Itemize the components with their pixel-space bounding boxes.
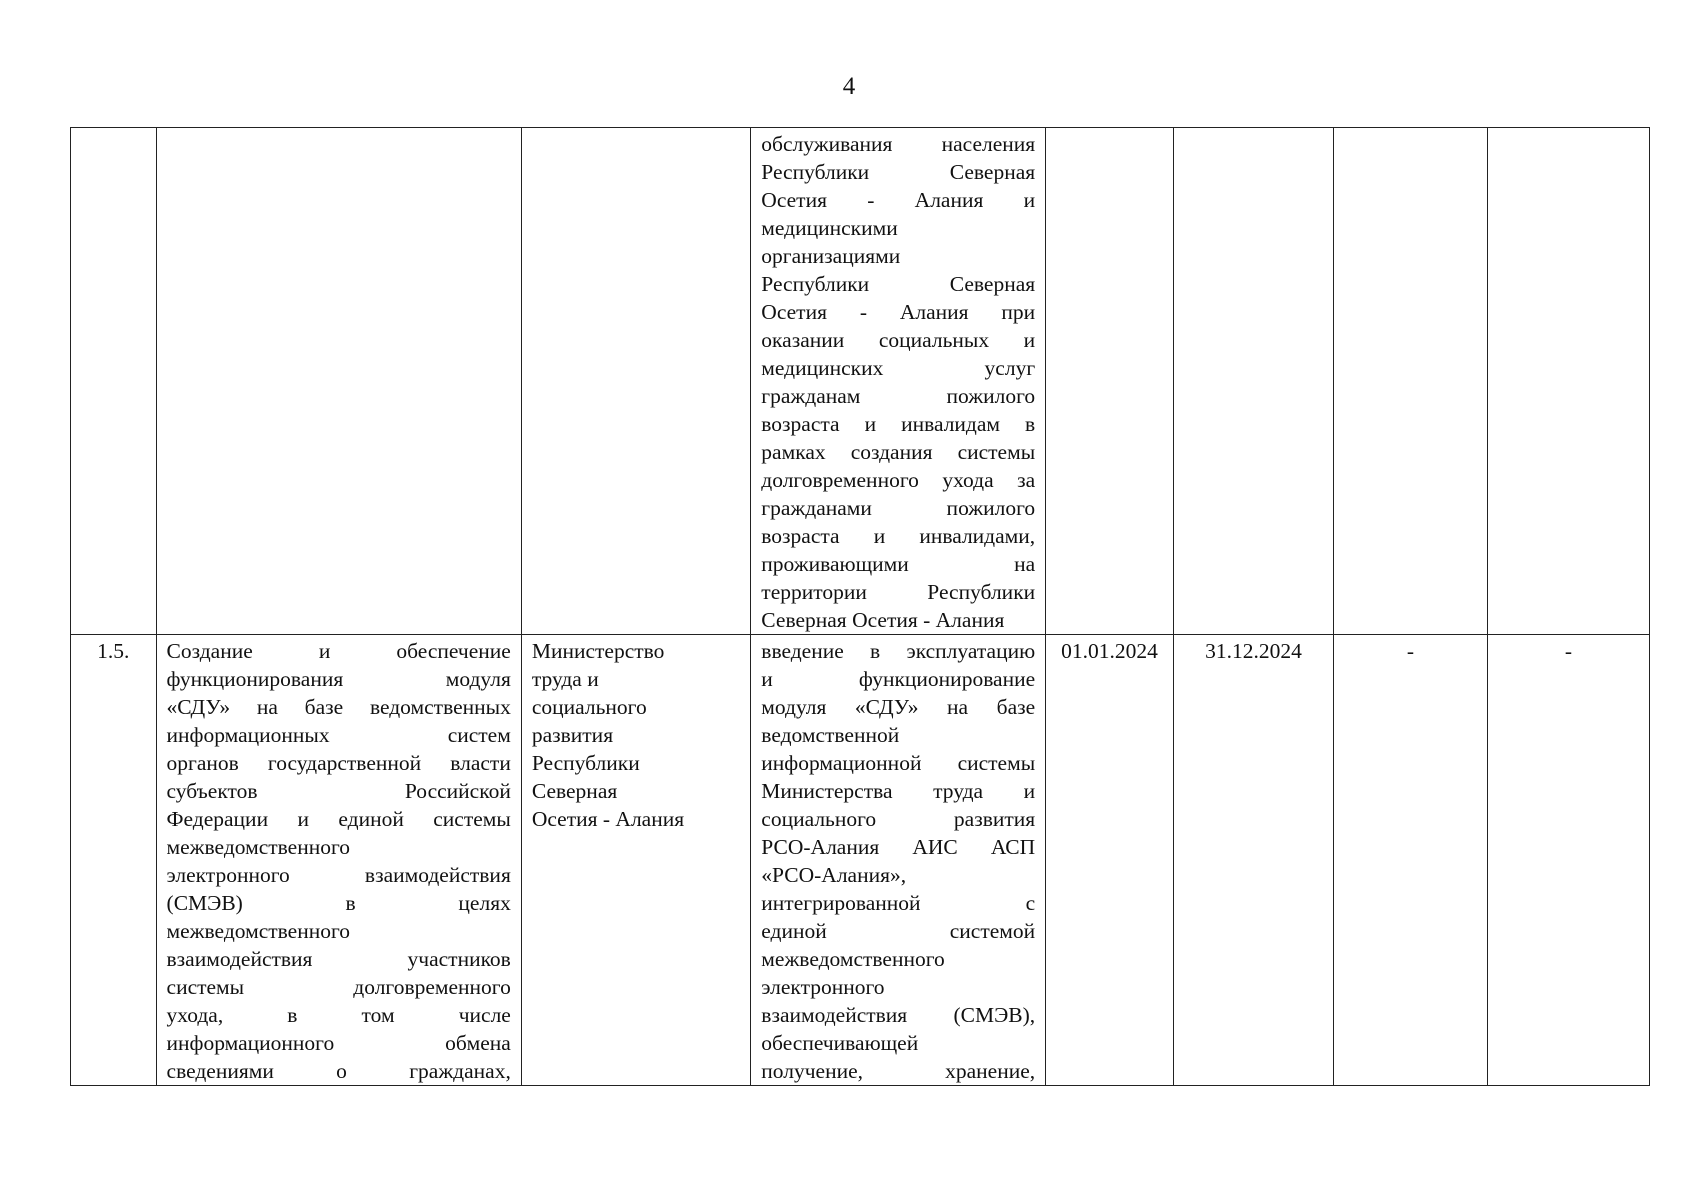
cell-activity [156,128,521,635]
table-row [71,635,1650,1086]
cell-responsible [521,635,750,1086]
end-date: 31.12.2024 [1173,635,1333,1086]
cell-end-date [1173,128,1333,635]
table-row [71,128,1650,635]
result-text: введение в эксплуатацию и функционирование модуля «СДУ» на базе ведомственной информационной системы Министерства труда и социального развития РСО-Алания АИС АСП «РСО-Алания», интегрированной с единой системой межведомственного электронного взаимодействия (СМЭВ), обеспечивающей получение, хранение, [761,639,1036,1083]
cell-activity [156,635,521,1086]
measures-table [70,127,1650,1086]
dash-value: - [1333,635,1487,1086]
dash-value: - [1487,635,1649,1086]
cell-result [751,128,1046,635]
cell-result [751,635,1046,1086]
responsible-text: Министерство труда и социального развития Республики Северная Осетия - Алания [531,639,685,831]
cell-col8 [1487,128,1649,635]
row-number: 1.5. [71,635,157,1086]
cell-responsible [521,128,750,635]
cell-start-date [1046,128,1174,635]
result-text: обслуживания населения Республики Северная Осетия - Алания и медицинскими организациями Республики Северная Осетия - Алания при оказании социальных и медицинских услуг гражданам пожилого возраста и инвалидам в рамках создания системы долговременного ухода за гражданами пожилого возраста и инвалидами, проживающими на территории Республики Северная Осетия - Алания [761,132,1036,632]
activity-text: Создание и обеспечение функционирования модуля «СДУ» на базе ведомственных информационных систем органов государственной власти субъектов Российской Федерации и единой системы межведомственного электронного взаимодействия (СМЭВ) в целях межведомственного взаимодействия участников системы долговременного ухода, в том числе информационного обмена сведениями о гражданах, [166,639,511,1083]
start-date: 01.01.2024 [1046,635,1174,1086]
cell-col7 [1333,128,1487,635]
cell-number [71,128,157,635]
page-number: 4 [842,73,856,100]
